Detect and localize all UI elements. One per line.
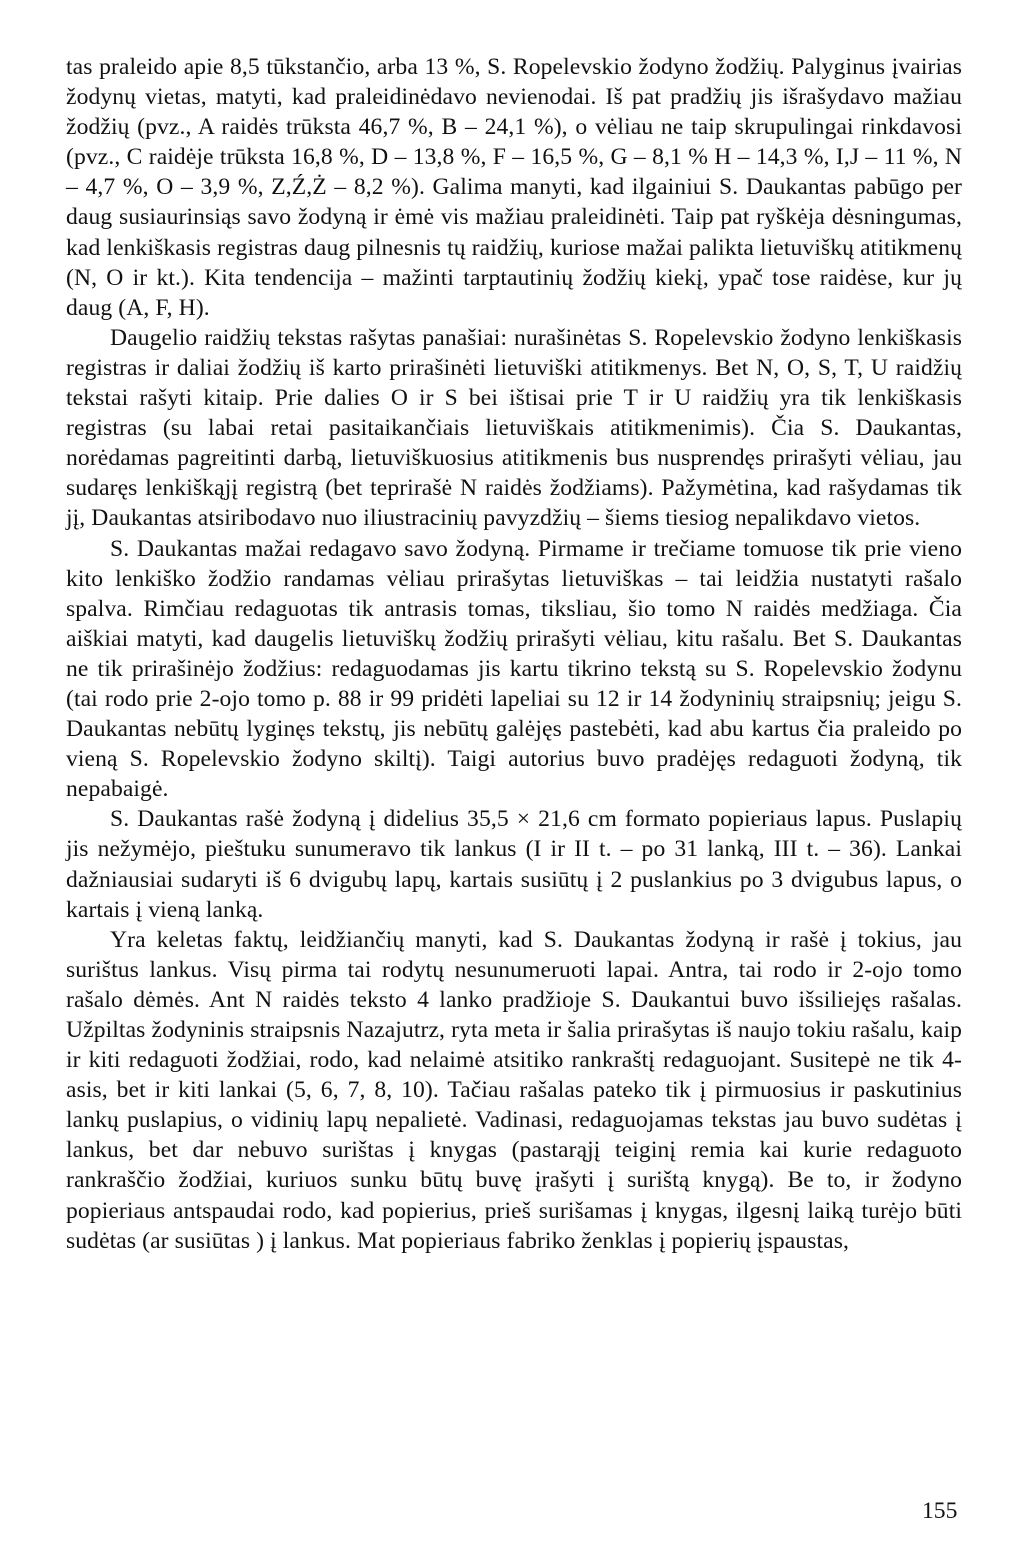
paragraph-bound-sheets: Yra keletas faktų, leidžiančių manyti, kad S. Daukantas žodyną ir rašė į tokius, jau surištus lankus. Visų pirma tai rodytų nesunumeruoti lapai. Antra, tai rodo ir 2-ojo tomo rašalo dėmės. Ant N raidės teksto 4 lanko pradžioje S. Daukantui buvo išsiliejęs rašalas. Užpiltas žodyninis straipsnis Nazajutrz, ryta meta ir šalia prirašytas iš naujo tokiu rašalu, kaip ir kiti redaguoti žodžiai, rodo, kad nelaimė atsitiko rankraštį redaguojant. Susitepė ne tik 4-asis, bet ir kiti lankai (5, 6, 7, 8, 10). Tačiau rašalas pateko tik į pirmuosius ir paskutinius lankų puslapius, o vidinių lapų nepalietė. Vadinasi, redaguojamas tekstas jau buvo sudėtas į lankus, bet dar nebuvo surištas į knygas (pastarąjį teiginį remia kai kurie redaguoto rankraščio žodžiai, kuriuos sunku būtų buvę įrašyti į surištą knygą). Be to, ir žodyno popieriaus antspaudai rodo, kad popierius, prieš surišamas į knygas, ilgesnį laiką turėjo būti sudėtas (ar susiūtas ) į lankus. Mat popieriaus fabriko ženklas į popierių įspaustas, — [66, 926, 962, 1254]
paragraph-editing: S. Daukantas mažai redagavo savo žodyną. Pirmame ir trečiame tomuose tik prie vieno kito lenkiško žodžio randamas vėliau prirašytas lietuviškas – tai leidžia nustatyti rašalo spalva. Rimčiau redaguotas tik antrasis tomas, tiksliau, šio tomo N raidės medžiaga. Čia aiškiai matyti, kad daugelis lietuviškų žodžių prirašyti vėliau, kitu rašalu. Bet S. Daukantas ne tik prirašinėjo žodžius: redaguodamas jis kartu tikrino tekstą su S. Ropelevskio žodynu (tai rodo prie 2-ojo tomo p. 88 ir 99 pridėti lapeliai su 12 ir 14 žodyninių straipsnių; jeigu S. Daukantas nebūtų lyginęs tekstų, jis nebūtų galėjęs pastebėti, kad abu kartus čia praleido po vieną S. Ropelevskio žodyno skiltį). Taigi autorius buvo pradėjęs redaguoti žodyną, tik nepabaigė. — [66, 535, 962, 803]
paragraph-letter-texts: Daugelio raidžių tekstas rašytas panašiai: nurašinėtas S. Ropelevskio žodyno lenkiškasis registras ir daliai žodžių iš karto prirašinėti lietuviški atitikmenys. Bet N, O, S, T, U raidžių tekstai rašyti kitaip. Prie dalies O ir S bei ištisai prie T ir U raidžių yra tik lenkiškasis registras (su labai retai pasitaikančiais lietuviškais atitikmenimis). Čia S. Daukantas, norėdamas pagreitinti darbą, lietuviškuosius atitikmenis bus nusprendęs prirašyti vėliau, jau sudaręs lenkiškąjį registrą (bet teprirašė N raidės žodžiams). Pažymėtina, kad rašydamas tik jį, Daukantas atsiribodavo nuo iliustracinių pavyzdžių – šiems tiesiog nepalikdavo vietos. — [66, 324, 962, 532]
paragraph-continuation: tas praleido apie 8,5 tūkstančio, arba 13 %, S. Ropelevskio žodyno žodžių. Palyginus įvairias žodynų vietas, matyti, kad praleidinėdavo nevienodai. Iš pat pradžių jis išrašydavo mažiau žodžių (pvz., A raidės trūksta 46,7 %, B – 24,1 %), o vėliau ne taip skrupulingai rinkdavosi (pvz., C raidėje trūksta 16,8 %, D – 13,8 %, F – 16,5 %, G – 8,1 % H – 14,3 %, I,J – 11 %, N – 4,7 %, O – 3,9 %, Z,Ź,Ż – 8,2 %). Galima manyti, kad ilgainiui S. Daukantas pabūgo per daug susiaurinsiąs savo žodyną ir ėmė vis mažiau praleidinėti. Taip pat ryškėja dėsningumas, kad lenkiškasis registras daug pilnesnis tų raidžių, kuriose mažai palikta lietuviškų atitikmenų (N, O ir kt.). Kita tendencija – mažinti tarptautinių žodžių kiekį, ypač tose raidėse, kur jų daug (A, F, H). — [66, 54, 962, 321]
document-page — [66, 52, 962, 1256]
paragraph-paper-format: S. Daukantas rašė žodyną į didelius 35,5 × 21,6 cm formato popieriaus lapus. Puslapių jis nežymėjo, pieštuku sunumeravo tik lankus (I ir II t. – po 31 lanką, III t. – 36). Lankai dažniausiai sudaryti iš 6 dvigubų lapų, kartais susiūtų į 2 puslankius po 3 dvigubus lapus, o kartais į vieną lanką. — [66, 806, 962, 923]
page-number: 155 — [922, 1498, 958, 1524]
